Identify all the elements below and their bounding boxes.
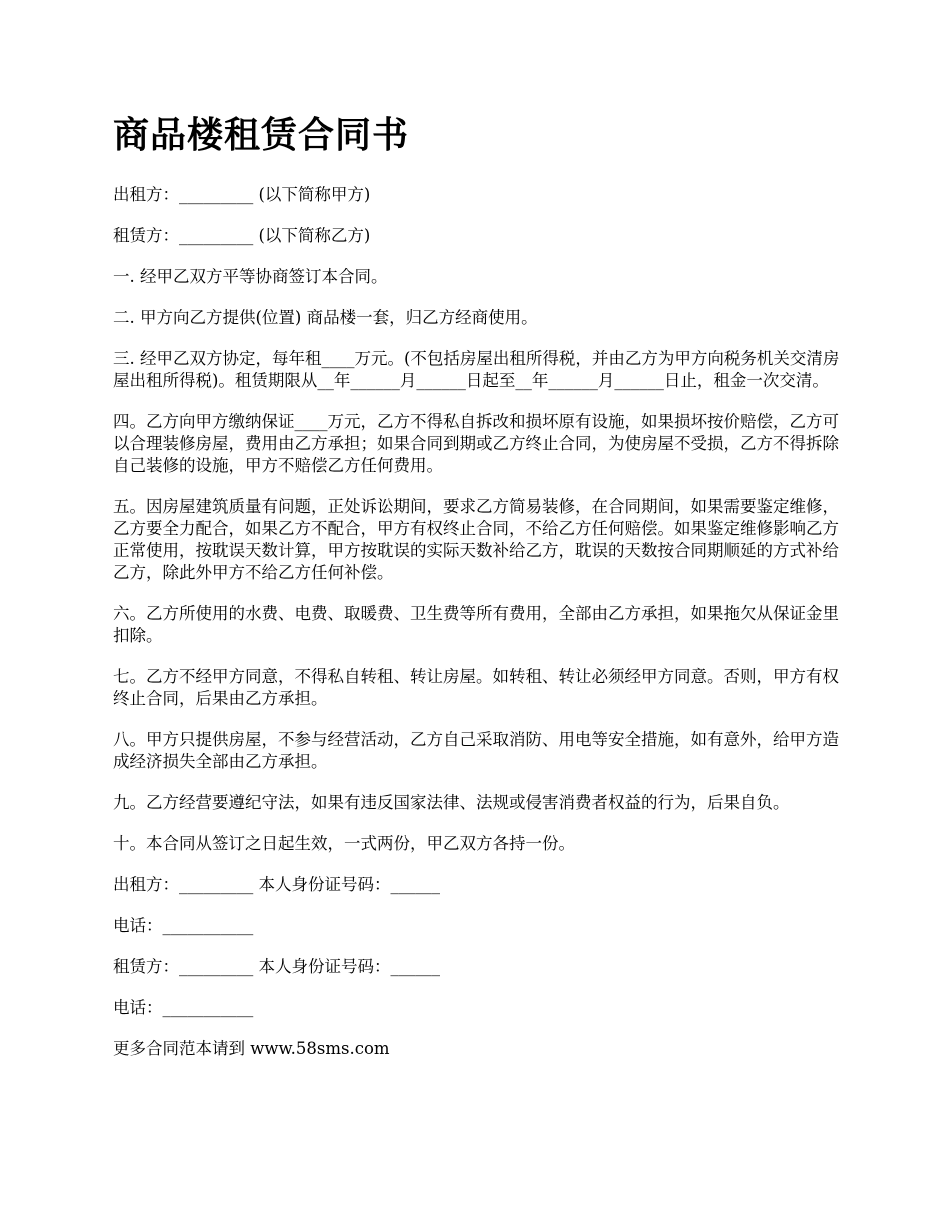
lessor-signature-line: 出租方：_________ 本人身份证号码：______ xyxy=(113,875,440,894)
clause-8: 八。甲方只提供房屋，不参与经营活动，乙方自己采取消防、用电等安全措施，如有意外，给甲方造成经济损失全部由乙方承担。 xyxy=(113,730,839,771)
lessor-line: 出租方：_________ (以下简称甲方) xyxy=(113,185,371,204)
clause-1: 一. 经甲乙双方平等协商签订本合同。 xyxy=(113,267,388,286)
clause-9: 九。乙方经营要遵纪守法，如果有违反国家法律、法规或侵害消费者权益的行为，后果自负。 xyxy=(113,793,790,812)
clause-2: 二. 甲方向乙方提供(位置) 商品楼一套，归乙方经商使用。 xyxy=(113,308,538,327)
footer-link-text: 更多合同范本请到 www.58sms.com xyxy=(113,1039,390,1058)
clause-6: 六。乙方所使用的水费、电费、取暖费、卫生费等所有费用，全部由乙方承担，如果拖欠从保证金里扣除。 xyxy=(113,604,839,645)
lessee-phone-line: 电话：___________ xyxy=(113,998,254,1017)
clause-3: 三. 经甲乙双方协定，每年租____万元。(不包括房屋出租所得税，并由乙方为甲方向税务机关交清房屋出租所得税)。租赁期限从__年______月______日起至__年______月______日止，租金一次交清。 xyxy=(113,349,840,390)
lessor-phone-line: 电话：___________ xyxy=(113,916,254,935)
document-title: 商品楼租赁合同书 xyxy=(113,114,410,156)
clause-4: 四。乙方向甲方缴纳保证____万元，乙方不得私自拆改和损坏原有设施，如果损坏按价赔偿，乙方可以合理装修房屋，费用由乙方承担；如果合同到期或乙方终止合同，为使房屋不受损，乙方不得拆除自己装修的设施，甲方不赔偿乙方任何费用。 xyxy=(113,412,839,475)
clause-7: 七。乙方不经甲方同意，不得私自转租、转让房屋。如转租、转让必须经甲方同意。否则，甲方有权终止合同，后果由乙方承担。 xyxy=(113,667,839,708)
clause-5: 五。因房屋建筑质量有问题，正处诉讼期间，要求乙方简易装修，在合同期间，如果需要鉴定维修，乙方要全力配合，如果乙方不配合，甲方有权终止合同，不给乙方任何赔偿。如果鉴定维修影响乙方正常使用，按耽误天数计算，甲方按耽误的实际天数补给乙方，耽误的天数按合同期顺延的方式补给乙方，除此外甲方不给乙方任何补偿。 xyxy=(113,497,839,582)
lessee-line: 租赁方：_________ (以下简称乙方) xyxy=(113,226,371,245)
clause-10: 十。本合同从签订之日起生效，一式两份，甲乙双方各持一份。 xyxy=(113,834,575,853)
lessee-signature-line: 租赁方：_________ 本人身份证号码：______ xyxy=(113,957,440,976)
